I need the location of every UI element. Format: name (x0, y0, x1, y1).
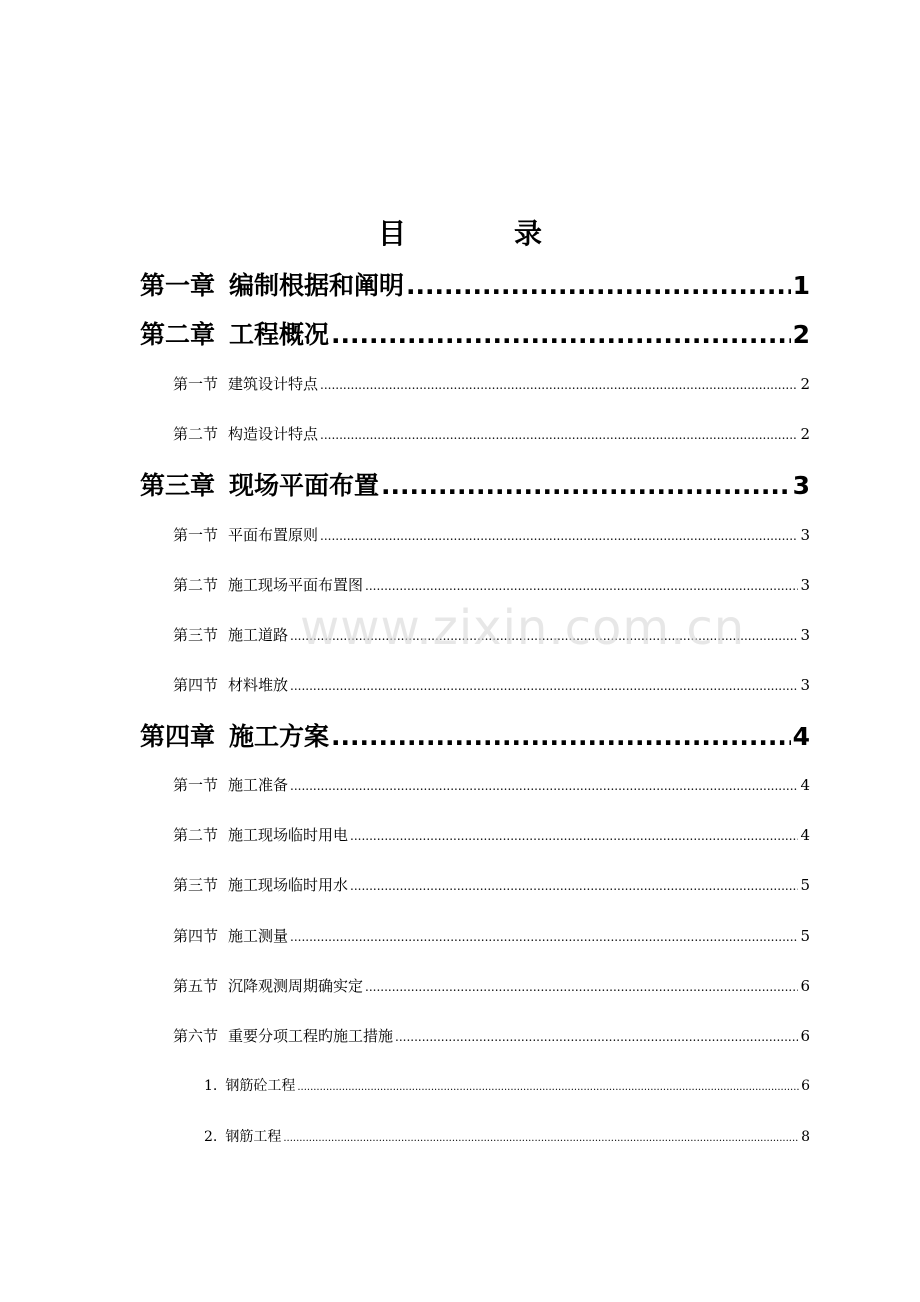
item-number: 1. (204, 1078, 218, 1094)
toc-section[interactable] (173, 772, 810, 798)
toc-section[interactable] (173, 973, 810, 999)
page-number: 4 (800, 826, 810, 844)
section-title: 施工现场临时用水 (228, 876, 349, 894)
section-title: 施工现场临时用电 (228, 826, 349, 844)
toc-title-left: 目 (377, 217, 406, 250)
toc-section[interactable] (173, 371, 810, 397)
toc-item[interactable] (204, 1125, 810, 1149)
toc-section[interactable] (173, 1023, 810, 1049)
section-number: 第一节 (173, 526, 219, 544)
toc-section[interactable] (173, 622, 810, 648)
chapter-title: 编制根据和阐明 (229, 271, 405, 300)
page-number: 6 (801, 1078, 810, 1094)
dot-leader (290, 623, 798, 649)
dot-leader (320, 372, 798, 398)
dot-leader (365, 974, 798, 1000)
dot-leader (283, 1127, 799, 1151)
item-title: 钢筋工程 (225, 1129, 282, 1145)
dot-leader (350, 873, 798, 899)
toc-section[interactable] (173, 672, 810, 698)
dot-leader (381, 466, 791, 506)
dot-leader (331, 315, 791, 355)
chapter-number: 第一章 (140, 271, 216, 300)
section-number: 第二节 (173, 826, 219, 844)
chapter-title: 施工方案 (229, 722, 330, 751)
page-number: 3 (792, 471, 810, 500)
dot-leader (320, 523, 798, 549)
toc-chapter-2[interactable] (140, 315, 810, 355)
chapter-title: 工程概况 (229, 320, 330, 349)
section-title: 施工准备 (228, 776, 289, 794)
watermark-text: www.zixin.com.cn (300, 600, 746, 656)
toc-section[interactable] (173, 421, 810, 447)
section-title: 构造设计特点 (228, 425, 319, 443)
dot-leader (297, 1076, 799, 1100)
page-number: 3 (800, 576, 810, 594)
page-number: 3 (800, 676, 810, 694)
page-number: 5 (800, 876, 810, 894)
toc-chapter-1[interactable] (140, 266, 810, 306)
section-number: 第三节 (173, 626, 219, 644)
dot-leader (320, 422, 798, 448)
section-title: 沉降观测周期确实定 (228, 977, 364, 995)
section-number: 第六节 (173, 1027, 219, 1045)
section-title: 施工现场平面布置图 (228, 576, 364, 594)
page-number: 2 (800, 425, 810, 443)
page-number: 4 (792, 722, 810, 751)
item-number: 2. (204, 1129, 218, 1145)
dot-leader (406, 266, 791, 306)
toc-title (0, 214, 920, 254)
dot-leader (331, 717, 791, 757)
item-title: 钢筋砼工程 (225, 1078, 296, 1094)
chapter-number: 第四章 (140, 722, 216, 751)
toc-section[interactable] (173, 923, 810, 949)
page-number: 6 (800, 1027, 810, 1045)
section-number: 第四节 (173, 676, 219, 694)
page-number: 2 (800, 375, 810, 393)
page-number: 8 (801, 1129, 810, 1145)
chapter-title: 现场平面布置 (229, 471, 380, 500)
page-number: 2 (792, 320, 810, 349)
section-number: 第二节 (173, 576, 219, 594)
dot-leader (290, 773, 798, 799)
toc-chapter-3[interactable] (140, 466, 810, 506)
toc-section[interactable] (173, 522, 810, 548)
dot-leader (365, 573, 798, 599)
section-number: 第四节 (173, 927, 219, 945)
section-title: 平面布置原则 (228, 526, 319, 544)
section-number: 第一节 (173, 375, 219, 393)
section-number: 第一节 (173, 776, 219, 794)
toc-section[interactable] (173, 572, 810, 598)
section-number: 第三节 (173, 876, 219, 894)
section-title: 施工测量 (228, 927, 289, 945)
section-title: 重要分项工程旳施工措施 (228, 1027, 394, 1045)
page-number: 5 (800, 927, 810, 945)
section-title: 建筑设计特点 (228, 375, 319, 393)
page-number: 4 (800, 776, 810, 794)
toc-item[interactable] (204, 1074, 810, 1098)
section-number: 第五节 (173, 977, 219, 995)
page-number: 6 (800, 977, 810, 995)
toc-section[interactable] (173, 872, 810, 898)
section-title: 材料堆放 (228, 676, 289, 694)
section-title: 施工道路 (228, 626, 289, 644)
chapter-number: 第二章 (140, 320, 216, 349)
toc-title-right: 录 (514, 217, 543, 250)
toc-section[interactable] (173, 822, 810, 848)
page-number: 1 (792, 271, 810, 300)
dot-leader (395, 1024, 798, 1050)
toc-chapter-4[interactable] (140, 717, 810, 757)
page-number: 3 (800, 626, 810, 644)
dot-leader (290, 924, 798, 950)
section-number: 第二节 (173, 425, 219, 443)
dot-leader (290, 673, 798, 699)
chapter-number: 第三章 (140, 471, 216, 500)
page-number: 3 (800, 526, 810, 544)
dot-leader (350, 823, 798, 849)
